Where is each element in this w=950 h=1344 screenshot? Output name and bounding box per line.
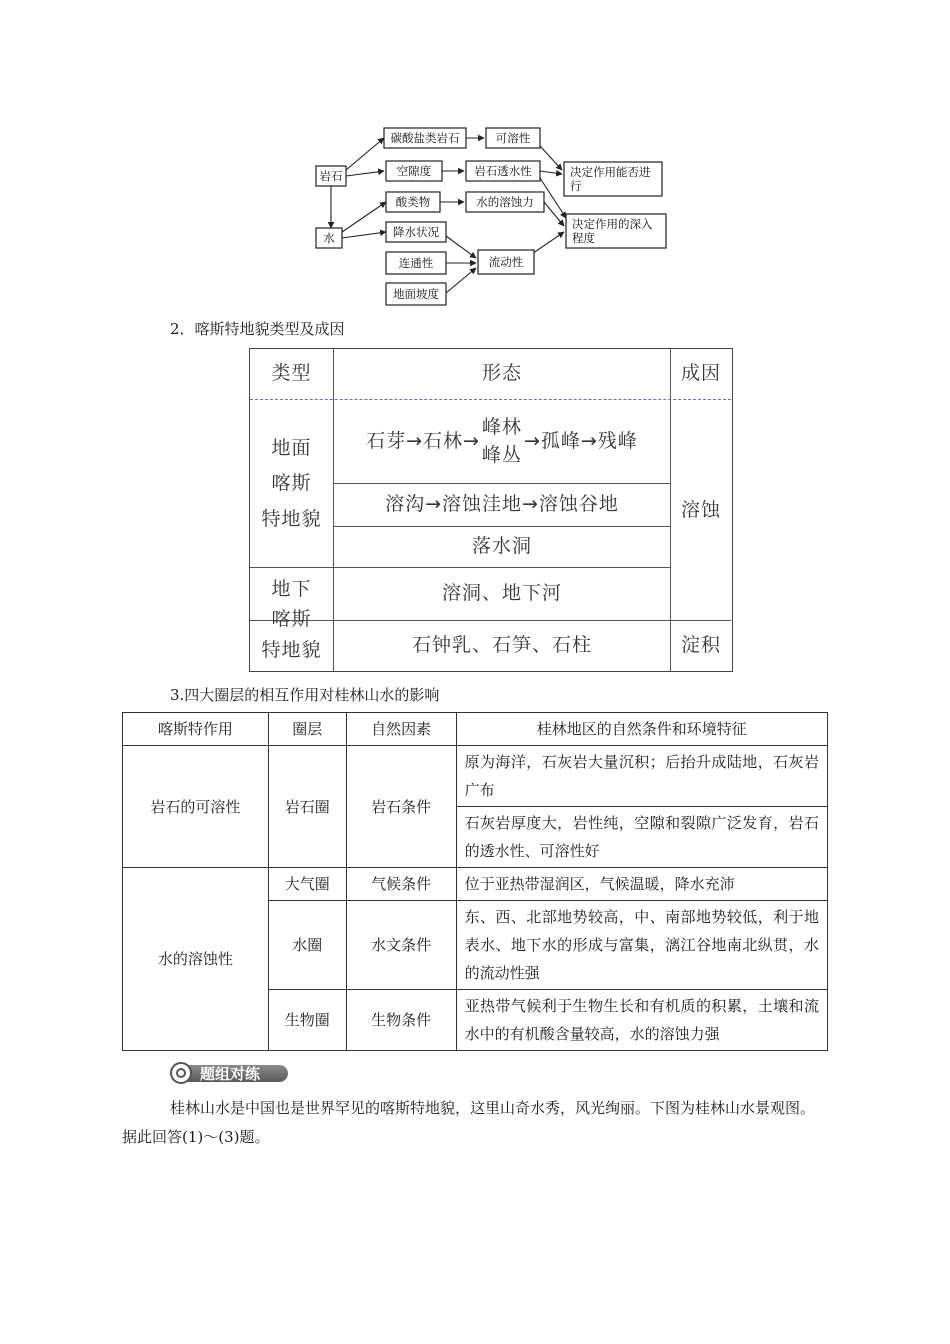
node-decide-possible-line2: 行 xyxy=(570,179,582,193)
node-permeability-label: 岩石透水性 xyxy=(474,164,532,178)
node-permeability xyxy=(466,161,540,181)
divider xyxy=(250,399,731,400)
cause-deposition: 淀积 xyxy=(680,634,721,657)
node-acids xyxy=(386,192,440,212)
feature-text: 亚热带气候利于生物生长和有机质的积累，土壤和流水中的有机酸含量较高，水的溶蚀力强 xyxy=(456,990,827,1051)
header-form: 形态 xyxy=(481,362,522,385)
sphere-lithosphere: 岩石圈 xyxy=(268,746,346,868)
sphere-atmosphere: 大气圈 xyxy=(268,868,346,901)
type-underground-line: 喀斯 xyxy=(271,608,312,631)
form-branch-top: 峰林 xyxy=(481,416,522,439)
node-flowability-label: 流动性 xyxy=(488,255,524,269)
badge-label: 题组对练 xyxy=(200,1065,261,1083)
karst-landform-table xyxy=(249,348,733,672)
form-row-stone-forest xyxy=(334,401,670,483)
exercise-intro: 桂林山水是中国也是世界罕见的喀斯特地貌，这里山奇水秀，风光绚丽。下图为桂林山水景观图。据此回答(1)～(3)题。 xyxy=(122,1099,816,1146)
feature-text: 石灰岩厚度大，岩性纯，空隙和裂隙广泛发育，岩石的透水性、可溶性好 xyxy=(456,807,827,868)
node-water xyxy=(316,228,342,248)
feature-text: 原为海洋，石灰岩大量沉积；后抬升成陆地，石灰岩广布 xyxy=(456,746,827,807)
feature-text: 位于亚热带湿润区，气候温暖，降水充沛 xyxy=(456,868,827,901)
node-decide-possible-line1: 决定作用能否进 xyxy=(570,165,651,179)
header-type: 类型 xyxy=(271,362,312,385)
karst-process-flowchart xyxy=(300,118,680,313)
form-branch xyxy=(482,414,522,469)
node-acids-label: 酸类物 xyxy=(395,195,431,209)
node-decide-depth-line2: 程度 xyxy=(572,231,595,245)
col-header-sphere: 圈层 xyxy=(268,713,346,746)
factor-climate: 气候条件 xyxy=(346,868,456,901)
node-flowability xyxy=(478,250,534,274)
form-sequence-left: 石芽→石林→ xyxy=(366,430,480,453)
form-row-cave: 溶洞、地下河 xyxy=(441,582,562,605)
node-slope xyxy=(386,283,446,305)
sphere-hydrosphere: 水圈 xyxy=(268,901,346,990)
node-porosity xyxy=(386,161,442,181)
form-row-sinkhole: 落水洞 xyxy=(471,535,532,558)
type-underground-karst xyxy=(250,568,333,671)
type-surface-line: 特地貌 xyxy=(261,507,322,530)
node-precip xyxy=(386,222,446,242)
node-water-label: 水 xyxy=(323,231,335,245)
table-row xyxy=(123,746,828,807)
factor-rock: 岩石条件 xyxy=(346,746,456,868)
node-dissolving xyxy=(466,192,544,212)
table-row xyxy=(123,868,828,901)
node-connectivity xyxy=(386,252,446,274)
node-decide-depth xyxy=(566,214,666,248)
factor-hydrology: 水文条件 xyxy=(346,901,456,990)
form-row-stalactite: 石钟乳、石笋、石柱 xyxy=(411,634,592,657)
table-header-row xyxy=(123,713,828,746)
node-decide-depth-line1: 决定作用的深入 xyxy=(572,217,653,231)
type-underground-line: 特地貌 xyxy=(261,638,322,661)
form-sequence-right: →孤峰→残峰 xyxy=(524,430,638,453)
type-surface-line: 地面 xyxy=(271,437,312,460)
type-surface-line: 喀斯 xyxy=(271,472,312,495)
node-rock-label: 岩石 xyxy=(319,169,343,183)
type-surface-karst xyxy=(250,401,333,567)
factor-biology: 生物条件 xyxy=(346,990,456,1051)
type-underground-line: 地下 xyxy=(271,577,312,600)
col-header-karst-effect: 喀斯特作用 xyxy=(123,713,269,746)
node-connectivity-label: 连通性 xyxy=(398,256,434,270)
node-solubility xyxy=(486,128,540,148)
node-slope-label: 地面坡度 xyxy=(393,287,439,301)
sphere-biosphere: 生物圈 xyxy=(268,990,346,1051)
header-cause: 成因 xyxy=(680,362,721,385)
effect-rock-solubility: 岩石的可溶性 xyxy=(123,746,269,868)
cause-erosion: 溶蚀 xyxy=(680,498,721,521)
spheres-interaction-table xyxy=(122,712,828,1051)
node-carbonate xyxy=(384,128,466,148)
node-solubility-label: 可溶性 xyxy=(495,131,531,145)
form-branch-bottom: 峰丛 xyxy=(481,444,522,466)
col-header-natural-factor: 自然因素 xyxy=(346,713,456,746)
section3-heading: 3.四大圈层的相互作用对桂林山水的影响 xyxy=(170,686,440,704)
node-decide-possible xyxy=(564,162,662,196)
node-rock xyxy=(316,166,346,186)
section2-heading: 2．喀斯特地貌类型及成因 xyxy=(170,320,345,338)
node-porosity-label: 空隙度 xyxy=(396,164,432,178)
target-icon xyxy=(170,1062,192,1084)
feature-text: 东、西、北部地势较高，中、南部地势较低，利于地表水、地下水的形成与富集，漓江谷地南北纵贯，水的流动性强 xyxy=(456,901,827,990)
form-row-solution-valley: 溶沟→溶蚀洼地→溶蚀谷地 xyxy=(385,493,619,516)
node-carbonate-label: 碳酸盐类岩石 xyxy=(390,131,460,145)
col-header-guilin-features: 桂林地区的自然条件和环境特征 xyxy=(456,713,827,746)
node-dissolving-label: 水的溶蚀力 xyxy=(476,195,534,209)
exercise-section-badge xyxy=(170,1062,288,1084)
effect-water-dissolution: 水的溶蚀性 xyxy=(123,868,269,1051)
node-precip-label: 降水状况 xyxy=(393,225,439,239)
